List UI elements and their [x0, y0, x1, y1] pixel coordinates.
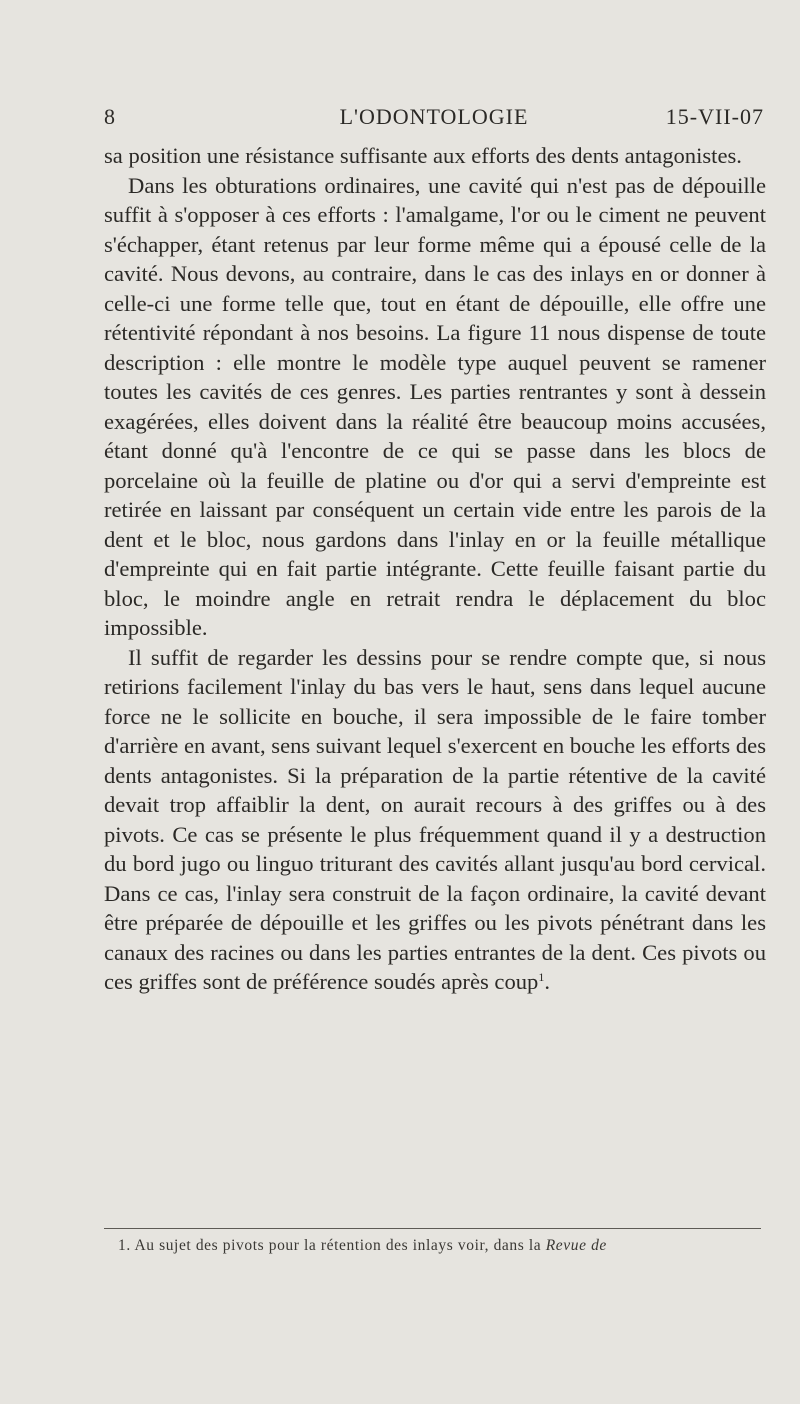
footnote-italic-title: Revue de [545, 1237, 607, 1254]
footnote-divider [104, 1228, 761, 1229]
running-header [104, 104, 764, 134]
paragraph-3-end: . [544, 969, 550, 994]
paragraph-3 [104, 643, 766, 997]
page-number: 8 [104, 104, 116, 129]
issue-date: 15-VII-07 [665, 104, 764, 129]
body-text [104, 141, 766, 997]
paragraph-3-text: Il suffit de regarder les dessins pour se rendre compte que, si nous retirions facilement l'inlay du bas vers le haut, sens dans lequel aucune force ne le sollicite en bouche, il sera impossible de le faire tomber d'arrière en avant, sens suivant lequel s'exercent en bouche les efforts des dents antagonistes. Si la préparation de la partie rétentive de la cavité devait trop affaiblir la dent, on aurait recours à des griffes ou à des pivots. Ce cas se présente le plus fréquemment quand il y a destruction du bord jugo ou linguo triturant des cavités allant jusqu'au bord cervical. Dans ce cas, l'inlay sera construit de la façon ordinaire, la cavité devant être préparée de dépouille et les griffes ou les pivots pénétrant dans les canaux des racines ou dans les parties entrantes de la dent. Ces pivots ou ces griffes sont de préférence soudés après coup [104, 644, 766, 994]
paragraph-2: Dans les obturations ordinaires, une cavité qui n'est pas de dépouille suffit à s'opposer à ces efforts : l'amalgame, l'or ou le ciment ne peuvent s'échapper, étant retenus par leur forme même qui a épousé celle de la cavité. Nous devons, au contraire, dans le cas des inlays en or donner à celle-ci une forme telle que, tout en étant de dépouille, elle offre une rétentivité répondant à nos besoins. La figure 11 nous dispense de toute description : elle montre le modèle type auquel peuvent se ramener toutes les cavités de ces genres. Les parties rentrantes y sont à dessein exagérées, elles doivent dans la réalité être beaucoup moins accusées, étant donné qu'à l'encontre de ce qui se passe dans les blocs de porcelaine où la feuille de platine ou d'or qui a servi d'empreinte est retirée en laissant par conséquent un certain vide entre les parois de la dent et le bloc, nous gardons dans l'inlay en or la feuille métallique d'empreinte qui en fait partie intégrante. Cette feuille faisant partie du bloc, le moindre angle en retrait rendra le déplacement du bloc impossible. [104, 172, 766, 640]
footnote-reference[interactable]: 1 [538, 970, 545, 984]
journal-title: L'ODONTOLOGIE [339, 104, 529, 129]
paragraph-1: sa position une résistance suffisante aux efforts des dents antagonistes. [104, 143, 742, 168]
footnote-text: 1. Au sujet des pivots pour la rétention des inlays voir, dans la [118, 1237, 542, 1254]
footnote [118, 1237, 763, 1255]
